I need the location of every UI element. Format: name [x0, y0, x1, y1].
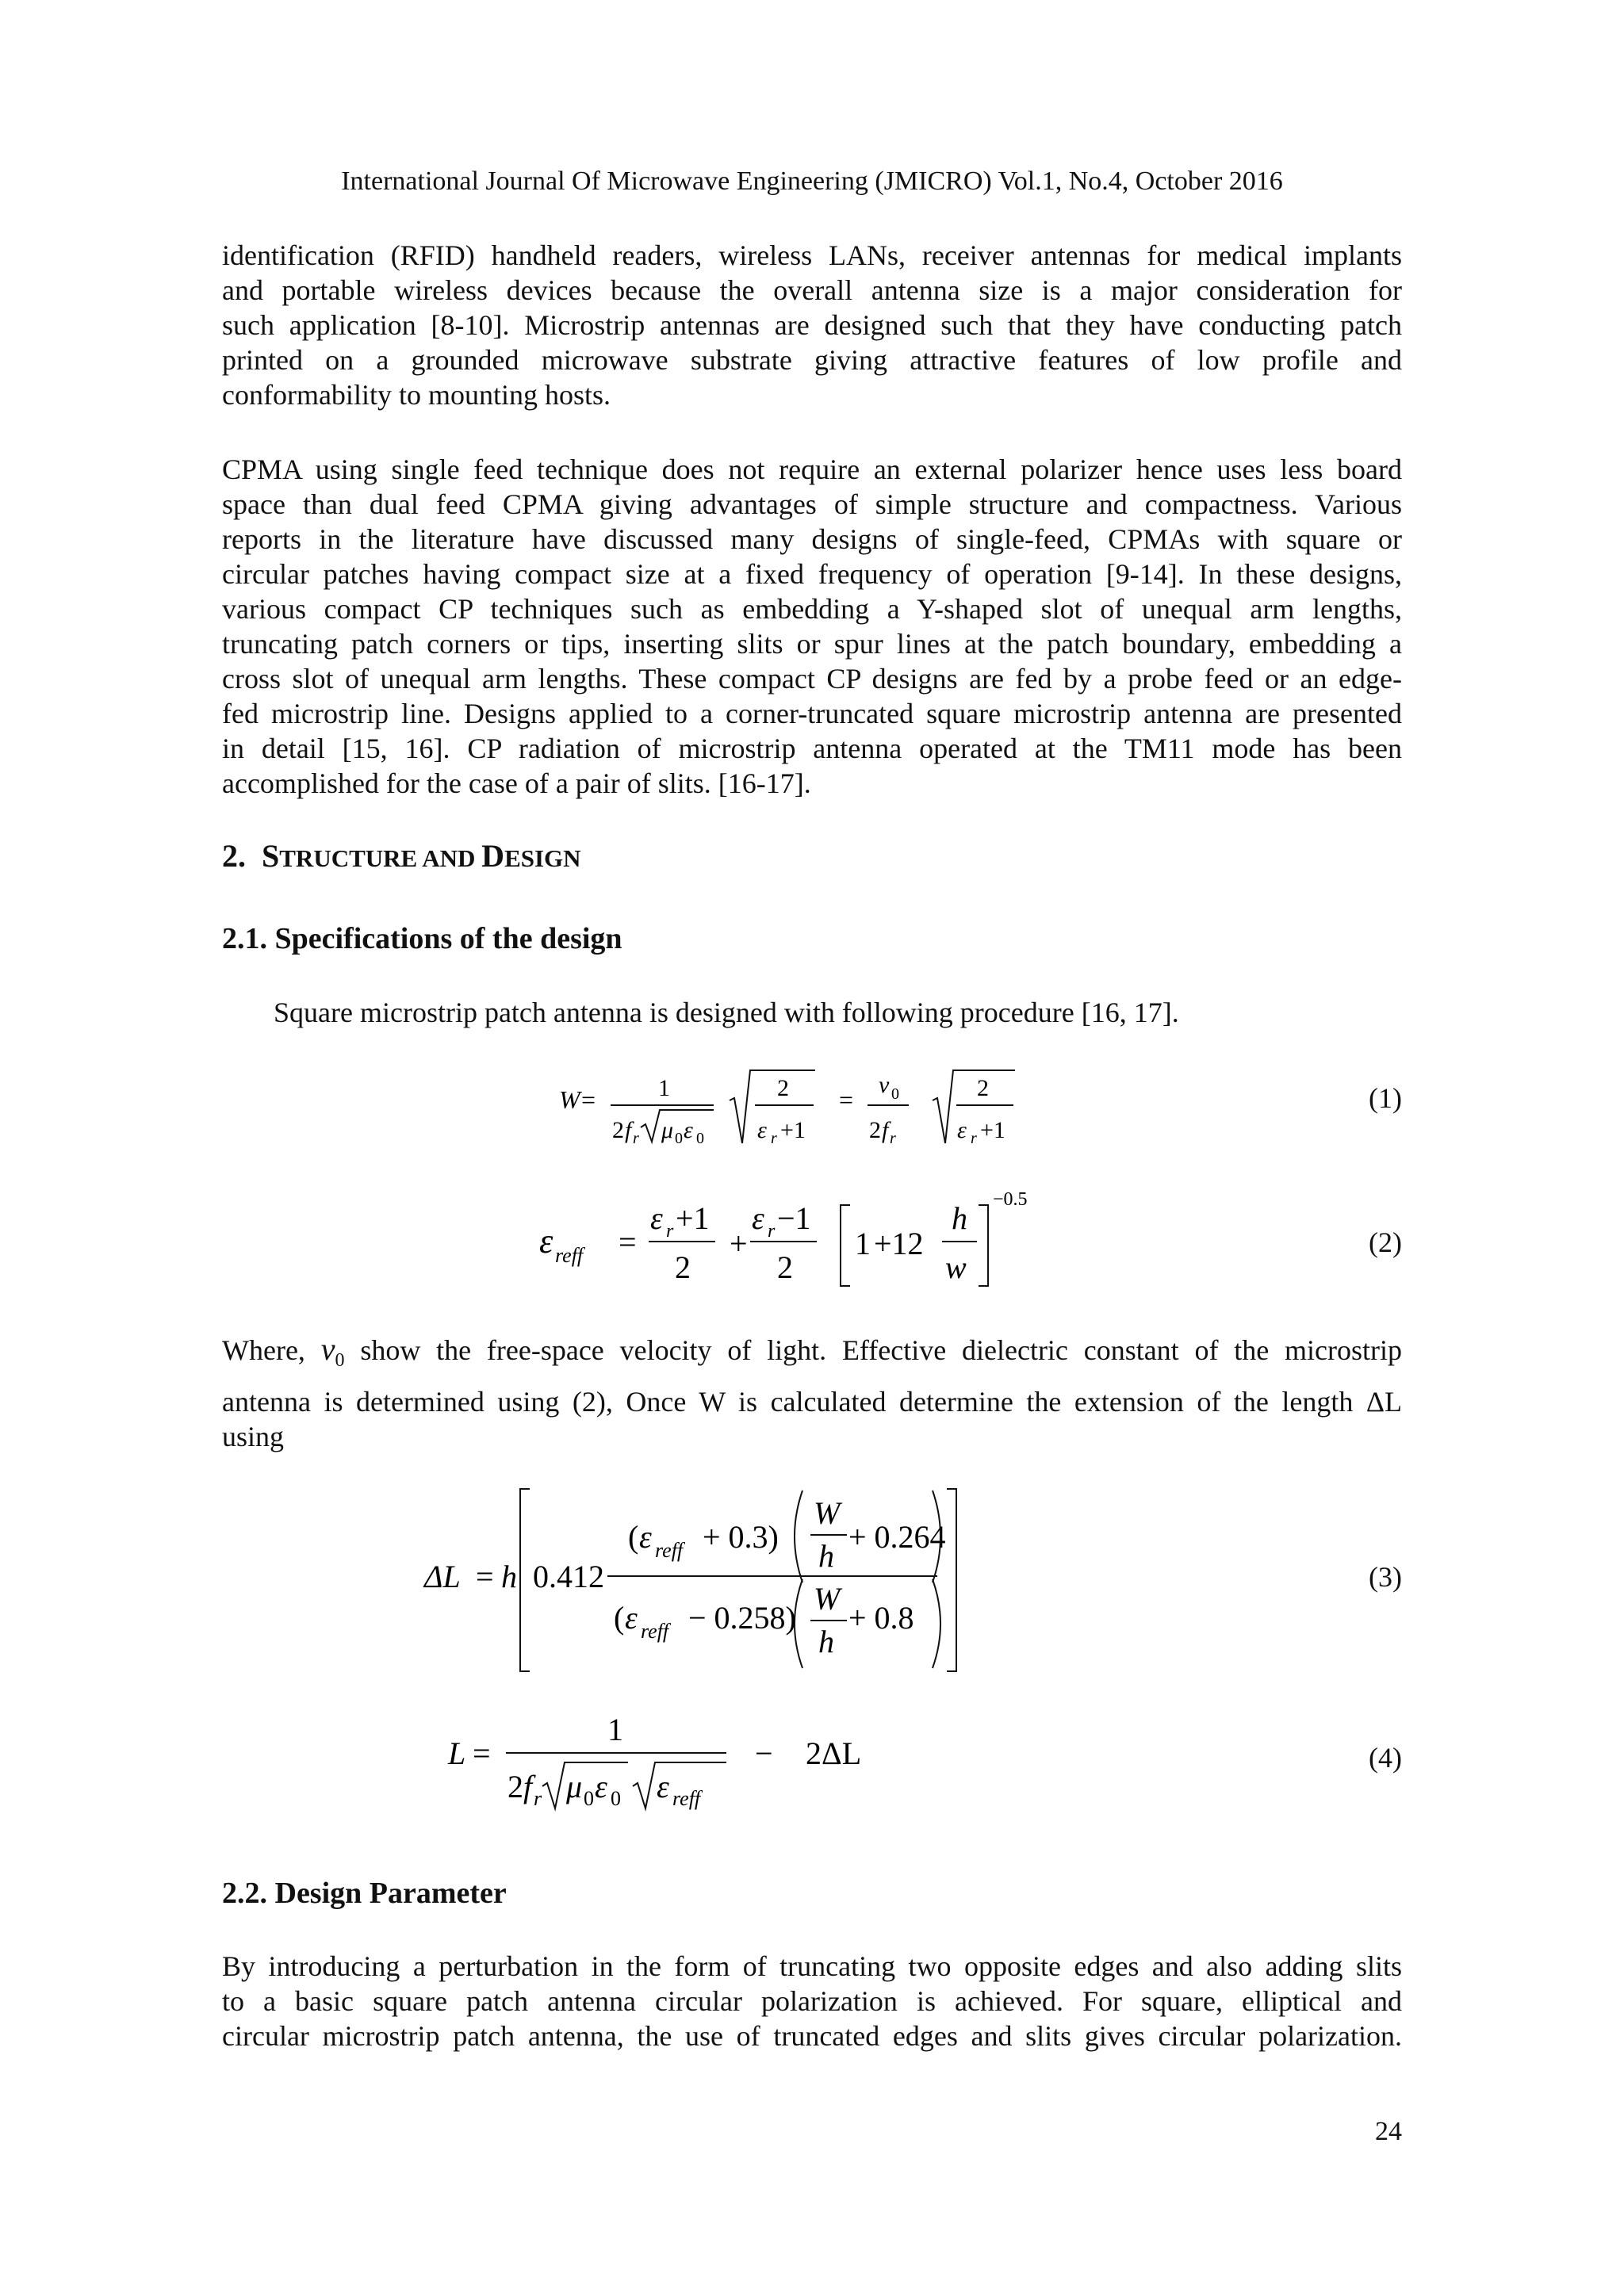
svg-text:ε: ε — [752, 1200, 764, 1236]
text-line: using — [222, 1421, 285, 1453]
svg-text:+ 0.8: + 0.8 — [848, 1600, 914, 1636]
svg-text:reff: reff — [555, 1244, 584, 1267]
equation-4 — [444, 1701, 999, 1820]
equation-2 — [508, 1181, 1110, 1300]
text-line: conformability to mounting hosts. — [222, 379, 611, 411]
text-line: space than dual feed CPMA giving advantages of simple structure and compactness. Various — [222, 488, 1402, 520]
svg-text:W: W — [814, 1581, 841, 1617]
svg-text:0: 0 — [611, 1787, 621, 1810]
subsection-heading-design-parameter: 2.2. Design Parameter — [222, 1877, 507, 1910]
svg-text:w: w — [945, 1249, 967, 1285]
equation-number-1: (1) — [1369, 1082, 1402, 1114]
svg-text:v: v — [879, 1072, 890, 1098]
svg-text:r: r — [971, 1130, 977, 1147]
svg-text:2: 2 — [612, 1117, 624, 1143]
svg-text:2: 2 — [777, 1249, 793, 1285]
svg-text:0: 0 — [584, 1787, 594, 1810]
text-line: reports in the literature have discussed many designs of single-feed, CPMAs with square or — [222, 523, 1402, 555]
svg-text:reff: reff — [641, 1620, 669, 1643]
svg-text:ε: ε — [595, 1769, 607, 1804]
svg-text:2: 2 — [869, 1117, 881, 1143]
svg-text:h: h — [818, 1624, 834, 1659]
svg-text:ε: ε — [957, 1117, 967, 1143]
text-line: By introducing a perturbation in the form of truncating two opposite edges and also adding slits — [222, 1950, 1402, 1982]
text-line: to a basic square patch antenna circular polarization is achieved. For square, elliptical and — [222, 1985, 1402, 2017]
svg-text:ε: ε — [625, 1600, 638, 1636]
text-line: Where, $v_0$ show the free-space velocity of light. Effective dielectric constant of the microstrip — [222, 1331, 1403, 1372]
equation-1 — [476, 1054, 1110, 1158]
text-line: antenna is determined using (2), Once W is calculated determine the extension of the length ΔL — [222, 1386, 1402, 1418]
text-line: in detail [15, 16]. CP radiation of microstrip antenna operated at the TM11 mode has been — [222, 733, 1402, 764]
text-line: fed microstrip line. Designs applied to a corner-truncated square microstrip antenna are presented — [222, 698, 1402, 729]
svg-text:ε: ε — [757, 1117, 767, 1143]
svg-text:r: r — [666, 1221, 674, 1242]
svg-text:−1: −1 — [777, 1200, 811, 1236]
svg-text:2: 2 — [675, 1249, 691, 1285]
svg-text:+1: +1 — [676, 1200, 710, 1236]
svg-text:+12: +12 — [874, 1226, 924, 1261]
svg-text:ε: ε — [650, 1200, 663, 1236]
svg-text:ΔL: ΔL — [424, 1559, 461, 1594]
text-line: cross slot of unequal arm lengths. These compact CP designs are fed by a probe feed or an edge- — [222, 663, 1402, 695]
text-line: and portable wireless devices because the overall antenna size is a major consideration for — [222, 274, 1402, 306]
svg-text:f: f — [523, 1769, 533, 1804]
svg-text:=: = — [619, 1224, 637, 1260]
running-header: International Journal Of Microwave Engineering (JMICRO) Vol.1, No.4, October 2016 — [341, 166, 1283, 196]
paragraph-procedure: Square microstrip patch antenna is designed with following procedure [16, 17]. — [274, 997, 1179, 1028]
svg-text:=: = — [581, 1085, 596, 1114]
equation-3 — [420, 1483, 1134, 1681]
svg-text:h: h — [818, 1538, 834, 1574]
svg-text:−: − — [755, 1735, 773, 1771]
svg-text:=: = — [839, 1085, 854, 1114]
svg-text:r: r — [890, 1130, 896, 1147]
text-line: truncating patch corners or tips, inserting slits or spur lines at the patch boundary, embedding a — [222, 628, 1402, 660]
equation-number-3: (3) — [1369, 1561, 1402, 1593]
text-line: circular microstrip patch antenna, the use of truncated edges and slits gives circular polarization. — [222, 2020, 1402, 2052]
svg-text:1: 1 — [855, 1226, 871, 1261]
svg-text:2: 2 — [508, 1769, 523, 1804]
svg-text:reff: reff — [672, 1787, 701, 1810]
svg-text:1: 1 — [658, 1075, 670, 1101]
svg-text:r: r — [633, 1130, 639, 1147]
svg-text:+ 0.264: + 0.264 — [848, 1519, 946, 1555]
paragraph-where — [222, 1332, 1402, 1454]
svg-text:+ 0.3): + 0.3) — [703, 1519, 779, 1555]
svg-text:ε: ε — [684, 1117, 693, 1143]
svg-text:0.412: 0.412 — [533, 1559, 604, 1594]
svg-text:1: 1 — [607, 1712, 623, 1747]
svg-text:ε: ε — [639, 1519, 652, 1555]
svg-text:− 0.258): − 0.258) — [688, 1600, 796, 1636]
svg-text:r: r — [768, 1221, 776, 1242]
text-line: various compact CP techniques such as embedding a Y-shaped slot of unequal arm lengths, — [222, 593, 1402, 625]
text-line: CPMA using single feed technique does not require an external polarizer hence uses less board — [222, 453, 1402, 485]
svg-text:=: = — [473, 1735, 491, 1771]
equation-number-2: (2) — [1369, 1226, 1402, 1258]
svg-text:r: r — [771, 1130, 777, 1147]
page-number: 24 — [1375, 2117, 1402, 2146]
text-line: circular patches having compact size at a fixed frequency of operation [9-14]. In these designs, — [222, 558, 1402, 590]
svg-text:h: h — [952, 1200, 967, 1236]
svg-text:ε: ε — [539, 1222, 553, 1261]
svg-text:2: 2 — [777, 1075, 789, 1101]
svg-text:ε: ε — [657, 1769, 669, 1804]
svg-text:2ΔL: 2ΔL — [806, 1735, 862, 1771]
svg-text:h: h — [501, 1559, 517, 1594]
subsection-heading-specifications: 2.1. Specifications of the design — [222, 922, 622, 955]
svg-text:−0.5: −0.5 — [993, 1189, 1028, 1210]
paragraph-intro-continued — [222, 238, 1402, 412]
svg-text:0: 0 — [675, 1130, 683, 1147]
svg-text:=: = — [476, 1559, 494, 1594]
svg-text:(: ( — [628, 1519, 639, 1555]
paragraph-cpma — [222, 452, 1402, 801]
text-line: printed on a grounded microwave substrate giving attractive features of low profile and — [222, 344, 1402, 376]
paragraph-design-parameter — [222, 1949, 1402, 2053]
section-heading-structure-design: 2. STRUCTURE AND DESIGN — [222, 838, 581, 874]
text-line: identification (RFID) handheld readers, wireless LANs, receiver antennas for medical implants — [222, 239, 1402, 271]
svg-text:2: 2 — [977, 1075, 989, 1101]
svg-text:+1: +1 — [980, 1117, 1005, 1143]
svg-text:L: L — [448, 1735, 466, 1771]
svg-text:W: W — [814, 1495, 841, 1531]
svg-text:r: r — [534, 1787, 542, 1810]
svg-text:reff: reff — [655, 1539, 684, 1562]
svg-text:(: ( — [614, 1600, 625, 1636]
equation-number-4: (4) — [1369, 1742, 1402, 1774]
svg-text:μ: μ — [661, 1117, 674, 1143]
svg-text:μ: μ — [566, 1769, 583, 1804]
svg-text:f: f — [882, 1117, 889, 1143]
svg-text:f: f — [625, 1117, 632, 1143]
text-line: accomplished for the case of a pair of slits. [16-17]. — [222, 767, 811, 799]
svg-text:0: 0 — [696, 1130, 704, 1147]
svg-text:+1: +1 — [780, 1117, 806, 1143]
text-line: such application [8-10]. Microstrip antennas are designed such that they have conducting patch — [222, 309, 1402, 341]
eq1-W: W — [559, 1085, 580, 1114]
svg-text:+: + — [730, 1226, 748, 1261]
svg-text:0: 0 — [891, 1085, 899, 1103]
